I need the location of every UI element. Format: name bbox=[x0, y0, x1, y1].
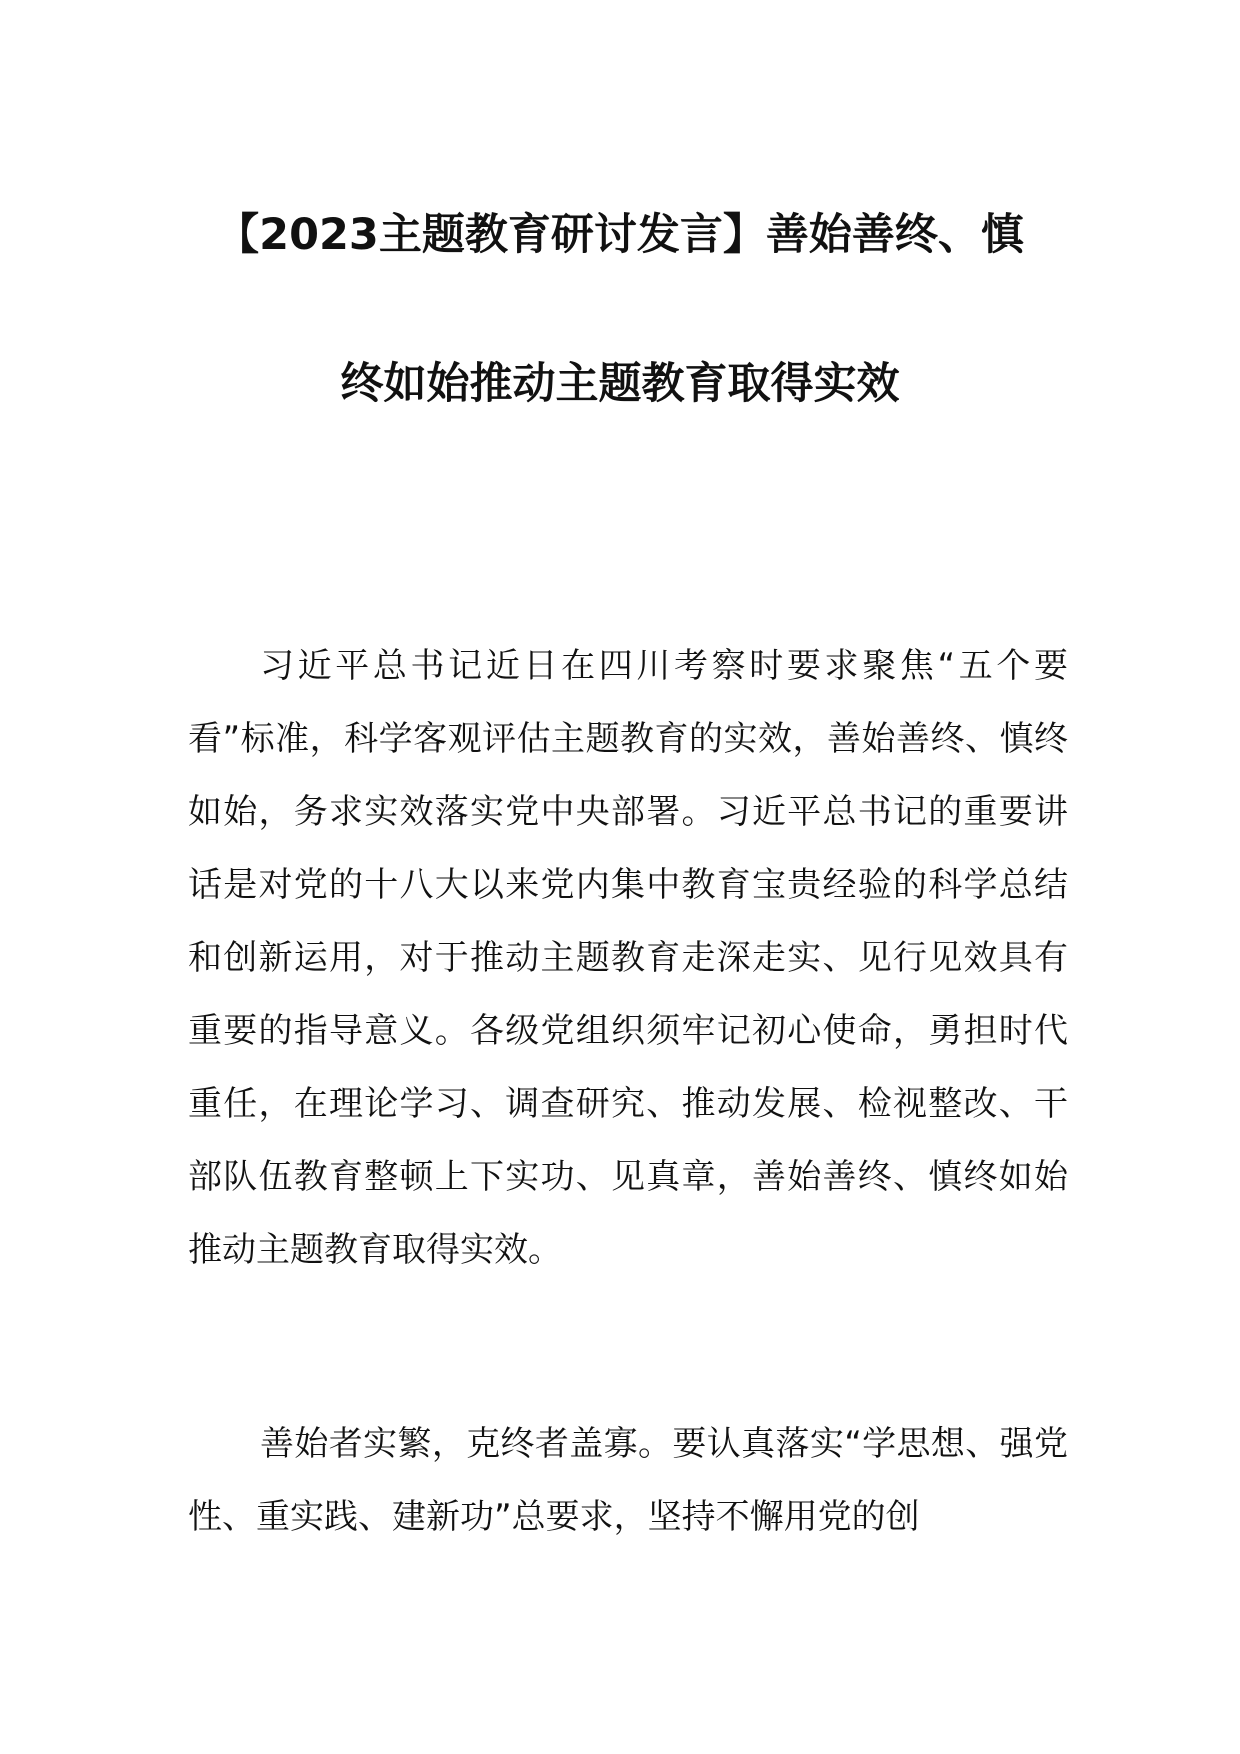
body-paragraph-1: 习近平总书记近日在四川考察时要求聚焦“五个要看”标准，科学客观评估主题教育的实效，善始善终、慎终如始，务求实效落实党中央部署。习近平总书记的重要讲话是对党的十八大以来党内集中教育宝贵经验的科学总结和创新运用，对于推动主题教育走深走实、见行见效具有重要的指导意义。各级党组织须牢记初心使命，勇担时代重任，在理论学习、调查研究、推动发展、检视整改、干部队伍教育整顿上下实功、见真章，善始善终、慎终如始推动主题教育取得实效。 bbox=[188, 646, 1068, 1270]
body-paragraph-2: 善始者实繁，克终者盖寡。要认真落实“学思想、强党性、重实践、建新功”总要求，坚持不懈用党的创 bbox=[188, 1424, 1068, 1537]
document-title-line-1: 【2023主题教育研讨发言】善始善终、慎 bbox=[216, 210, 1024, 260]
document-title-line-2: 终如始推动主题教育取得实效 bbox=[340, 359, 900, 409]
